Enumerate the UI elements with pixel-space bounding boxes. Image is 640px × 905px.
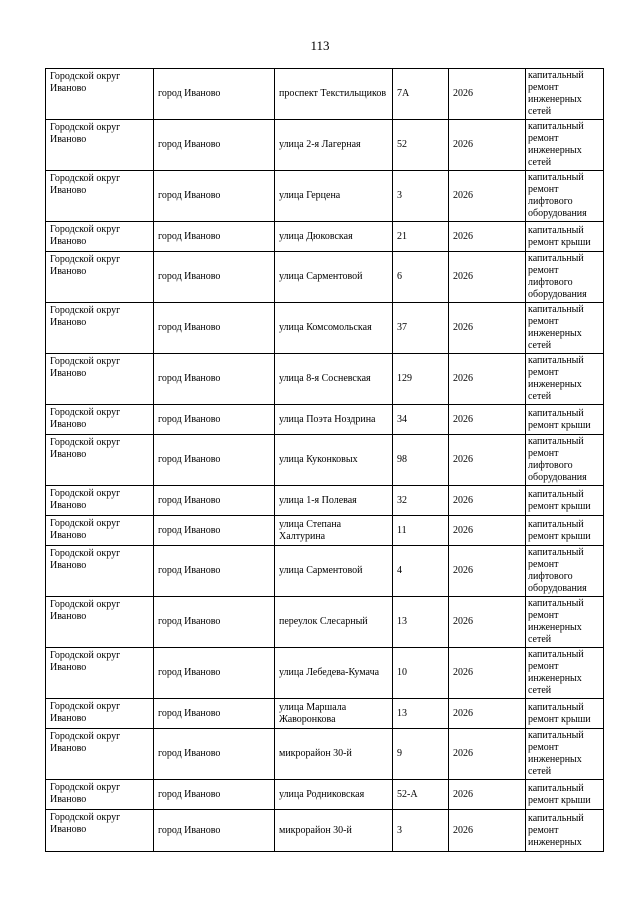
house-number-cell: 98 [393, 435, 449, 486]
table-row [46, 69, 604, 120]
table-row [46, 171, 604, 222]
table-row [46, 780, 604, 810]
table-row [46, 648, 604, 699]
district-cell: Городской округ Иваново [46, 597, 154, 648]
table-row [46, 810, 604, 852]
house-number-cell: 13 [393, 699, 449, 729]
repair-schedule-table [45, 68, 604, 852]
year-cell: 2026 [449, 597, 526, 648]
street-cell: улица Комсомольская [275, 303, 393, 354]
district-cell: Городской округ Иваново [46, 222, 154, 252]
street-cell: улица Маршала Жаворонкова [275, 699, 393, 729]
city-cell: город Иваново [154, 780, 275, 810]
table-row [46, 354, 604, 405]
street-cell: улица Сарментовой [275, 252, 393, 303]
district-cell: Городской округ Иваново [46, 303, 154, 354]
house-number-cell: 34 [393, 405, 449, 435]
street-cell: микрорайон 30-й [275, 810, 393, 852]
table-row [46, 486, 604, 516]
house-number-cell: 3 [393, 810, 449, 852]
street-cell: улица Герцена [275, 171, 393, 222]
house-number-cell: 6 [393, 252, 449, 303]
street-cell: микрорайон 30-й [275, 729, 393, 780]
work-type-cell: капитальный ремонт крыши [526, 780, 604, 810]
district-cell: Городской округ Иваново [46, 405, 154, 435]
year-cell: 2026 [449, 222, 526, 252]
street-cell: улица Лебедева-Кумача [275, 648, 393, 699]
city-cell: город Иваново [154, 435, 275, 486]
district-cell: Городской округ Иваново [46, 810, 154, 852]
house-number-cell: 52 [393, 120, 449, 171]
district-cell: Городской округ Иваново [46, 546, 154, 597]
year-cell: 2026 [449, 405, 526, 435]
district-cell: Городской округ Иваново [46, 699, 154, 729]
year-cell: 2026 [449, 648, 526, 699]
city-cell: город Иваново [154, 120, 275, 171]
house-number-cell: 10 [393, 648, 449, 699]
city-cell: город Иваново [154, 252, 275, 303]
year-cell: 2026 [449, 516, 526, 546]
district-cell: Городской округ Иваново [46, 780, 154, 810]
work-type-cell: капитальный ремонт инженерных сетей [526, 354, 604, 405]
work-type-cell: капитальный ремонт крыши [526, 699, 604, 729]
year-cell: 2026 [449, 810, 526, 852]
table-row [46, 120, 604, 171]
street-cell: улица 2-я Лагерная [275, 120, 393, 171]
street-cell: переулок Слесарный [275, 597, 393, 648]
street-cell: улица Сарментовой [275, 546, 393, 597]
work-type-cell: капитальный ремонт лифтового оборудования [526, 435, 604, 486]
city-cell: город Иваново [154, 516, 275, 546]
house-number-cell: 37 [393, 303, 449, 354]
table-row [46, 699, 604, 729]
year-cell: 2026 [449, 252, 526, 303]
street-cell: улица Куконковых [275, 435, 393, 486]
work-type-cell: капитальный ремонт лифтового оборудования [526, 546, 604, 597]
district-cell: Городской округ Иваново [46, 120, 154, 171]
city-cell: город Иваново [154, 69, 275, 120]
district-cell: Городской округ Иваново [46, 486, 154, 516]
city-cell: город Иваново [154, 597, 275, 648]
work-type-cell: капитальный ремонт инженерных сетей [526, 729, 604, 780]
city-cell: город Иваново [154, 729, 275, 780]
work-type-cell: капитальный ремонт крыши [526, 516, 604, 546]
table-row [46, 516, 604, 546]
house-number-cell: 129 [393, 354, 449, 405]
district-cell: Городской округ Иваново [46, 648, 154, 699]
house-number-cell: 21 [393, 222, 449, 252]
table-row [46, 597, 604, 648]
district-cell: Городской округ Иваново [46, 516, 154, 546]
street-cell: улица Степана Халтурина [275, 516, 393, 546]
city-cell: город Иваново [154, 303, 275, 354]
table-row [46, 222, 604, 252]
city-cell: город Иваново [154, 222, 275, 252]
city-cell: город Иваново [154, 405, 275, 435]
year-cell: 2026 [449, 171, 526, 222]
street-cell: проспект Текстильщиков [275, 69, 393, 120]
table-row [46, 303, 604, 354]
district-cell: Городской округ Иваново [46, 252, 154, 303]
district-cell: Городской округ Иваново [46, 729, 154, 780]
year-cell: 2026 [449, 486, 526, 516]
street-cell: улица Поэта Ноздрина [275, 405, 393, 435]
year-cell: 2026 [449, 435, 526, 486]
year-cell: 2026 [449, 699, 526, 729]
district-cell: Городской округ Иваново [46, 171, 154, 222]
work-type-cell: капитальный ремонт инженерных сетей [526, 120, 604, 171]
city-cell: город Иваново [154, 171, 275, 222]
house-number-cell: 4 [393, 546, 449, 597]
work-type-cell: капитальный ремонт крыши [526, 405, 604, 435]
work-type-cell: капитальный ремонт инженерных сетей [526, 69, 604, 120]
district-cell: Городской округ Иваново [46, 354, 154, 405]
work-type-cell: капитальный ремонт лифтового оборудования [526, 252, 604, 303]
house-number-cell: 7А [393, 69, 449, 120]
work-type-cell: капитальный ремонт инженерных сетей [526, 303, 604, 354]
year-cell: 2026 [449, 354, 526, 405]
year-cell: 2026 [449, 729, 526, 780]
year-cell: 2026 [449, 69, 526, 120]
house-number-cell: 11 [393, 516, 449, 546]
year-cell: 2026 [449, 303, 526, 354]
table-row [46, 405, 604, 435]
district-cell: Городской округ Иваново [46, 435, 154, 486]
city-cell: город Иваново [154, 486, 275, 516]
work-type-cell: капитальный ремонт крыши [526, 486, 604, 516]
district-cell: Городской округ Иваново [46, 69, 154, 120]
work-type-cell: капитальный ремонт лифтового оборудования [526, 171, 604, 222]
table-row [46, 546, 604, 597]
page-number: 113 [310, 38, 330, 53]
year-cell: 2026 [449, 780, 526, 810]
table-row [46, 252, 604, 303]
house-number-cell: 3 [393, 171, 449, 222]
work-type-cell: капитальный ремонт инженерных сетей [526, 597, 604, 648]
house-number-cell: 52-А [393, 780, 449, 810]
year-cell: 2026 [449, 120, 526, 171]
house-number-cell: 9 [393, 729, 449, 780]
street-cell: улица 1-я Полевая [275, 486, 393, 516]
house-number-cell: 32 [393, 486, 449, 516]
year-cell: 2026 [449, 546, 526, 597]
house-number-cell: 13 [393, 597, 449, 648]
city-cell: город Иваново [154, 354, 275, 405]
city-cell: город Иваново [154, 648, 275, 699]
street-cell: улица Родниковская [275, 780, 393, 810]
street-cell: улица 8-я Сосневская [275, 354, 393, 405]
street-cell: улица Дюковская [275, 222, 393, 252]
table-row [46, 729, 604, 780]
work-type-cell: капитальный ремонт инженерных [526, 810, 604, 852]
city-cell: город Иваново [154, 810, 275, 852]
city-cell: город Иваново [154, 699, 275, 729]
table-row [46, 435, 604, 486]
work-type-cell: капитальный ремонт крыши [526, 222, 604, 252]
work-type-cell: капитальный ремонт инженерных сетей [526, 648, 604, 699]
city-cell: город Иваново [154, 546, 275, 597]
